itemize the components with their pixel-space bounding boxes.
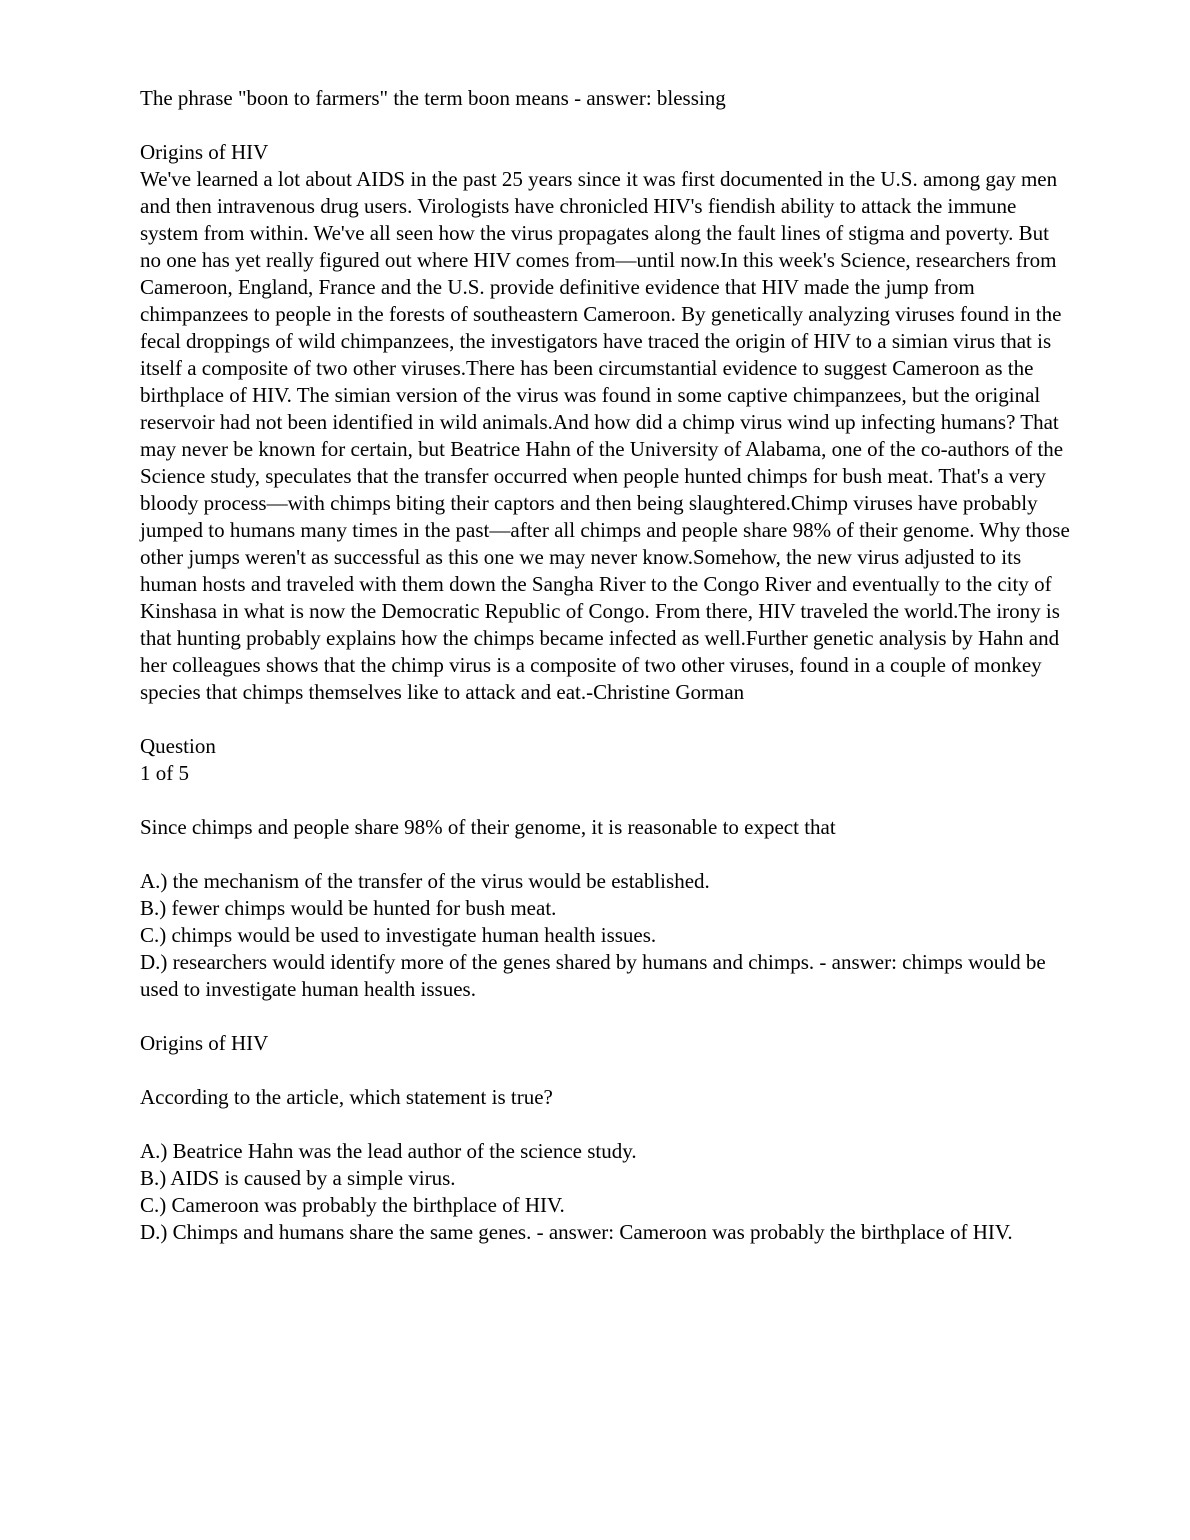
question-1-option-c: C.) chimps would be used to investigate human health issues. bbox=[140, 923, 657, 947]
intro-line: The phrase "boon to farmers" the term boon means - answer: blessing bbox=[140, 86, 726, 110]
question-2-option-b: B.) AIDS is caused by a simple virus. bbox=[140, 1166, 456, 1190]
question-1-option-a: A.) the mechanism of the transfer of the virus would be established. bbox=[140, 869, 710, 893]
question-counter: 1 of 5 bbox=[140, 761, 189, 785]
question-1-option-d: D.) researchers would identify more of the genes shared by humans and chimps. - answer: chimps would be used to investigate human health issues. bbox=[140, 950, 1046, 1001]
question-2-option-a: A.) Beatrice Hahn was the lead author of the science study. bbox=[140, 1139, 637, 1163]
article-body: We've learned a lot about AIDS in the past 25 years since it was first documented in the U.S. among gay men and then intravenous drug users. Virologists have chronicled HIV's fiendish ability to attack the immune system from within. We've all seen how the virus propagates along the fault lines of stigma and poverty. But no one has yet really figured out where HIV comes from—until now.In this week's Science, researchers from Cameroon, England, France and the U.S. provide definitive evidence that HIV made the jump from chimpanzees to people in the forests of southeastern Cameroon. By genetically analyzing viruses found in the fecal droppings of wild chimpanzees, the investigators have traced the origin of HIV to a simian virus that is itself a composite of two other viruses.There has been circumstantial evidence to suggest Cameroon as the birthplace of HIV. The simian version of the virus was found in some captive chimpanzees, but the original reservoir had not been identified in wild animals.And how did a chimp virus wind up infecting humans? That may never be known for certain, but Beatrice Hahn of the University of Alabama, one of the co-authors of the Science study, speculates that the transfer occurred when people hunted chimps for bush meat. That's a very bloody process—with chimps biting their captors and then being slaughtered.Chimp viruses have probably jumped to humans many times in the past—after all chimps and people share 98% of their genome. Why those other jumps weren't as successful as this one we may never know.Somehow, the new virus adjusted to its human hosts and traveled with them down the Sangha River to the Congo River and eventually to the city of Kinshasa in what is now the Democratic Republic of Congo. From there, HIV traveled the world.The irony is that hunting probably explains how the chimps became infected as well.Further genetic analysis by Hahn and her colleagues shows that the chimp virus is a composite of two other viruses, found in a couple of monkey species that chimps themselves like to attack and eat.-Christine Gorman bbox=[140, 167, 1070, 704]
article bbox=[140, 139, 1070, 706]
question-1-prompt: Since chimps and people share 98% of their genome, it is reasonable to expect that bbox=[140, 815, 836, 839]
document-page bbox=[140, 85, 1070, 1273]
article-title: Origins of HIV bbox=[140, 140, 269, 164]
question-header bbox=[140, 733, 1070, 787]
section-2-title: Origins of HIV bbox=[140, 1031, 269, 1055]
question-1-option-b: B.) fewer chimps would be hunted for bush meat. bbox=[140, 896, 557, 920]
question-2-option-c: C.) Cameroon was probably the birthplace of HIV. bbox=[140, 1193, 565, 1217]
question-label: Question bbox=[140, 734, 216, 758]
question-2-option-d: D.) Chimps and humans share the same genes. - answer: Cameroon was probably the birthplace of HIV. bbox=[140, 1220, 1013, 1244]
question-1-options bbox=[140, 868, 1070, 1003]
question-2-prompt: According to the article, which statement is true? bbox=[140, 1085, 553, 1109]
question-2-options bbox=[140, 1138, 1070, 1246]
